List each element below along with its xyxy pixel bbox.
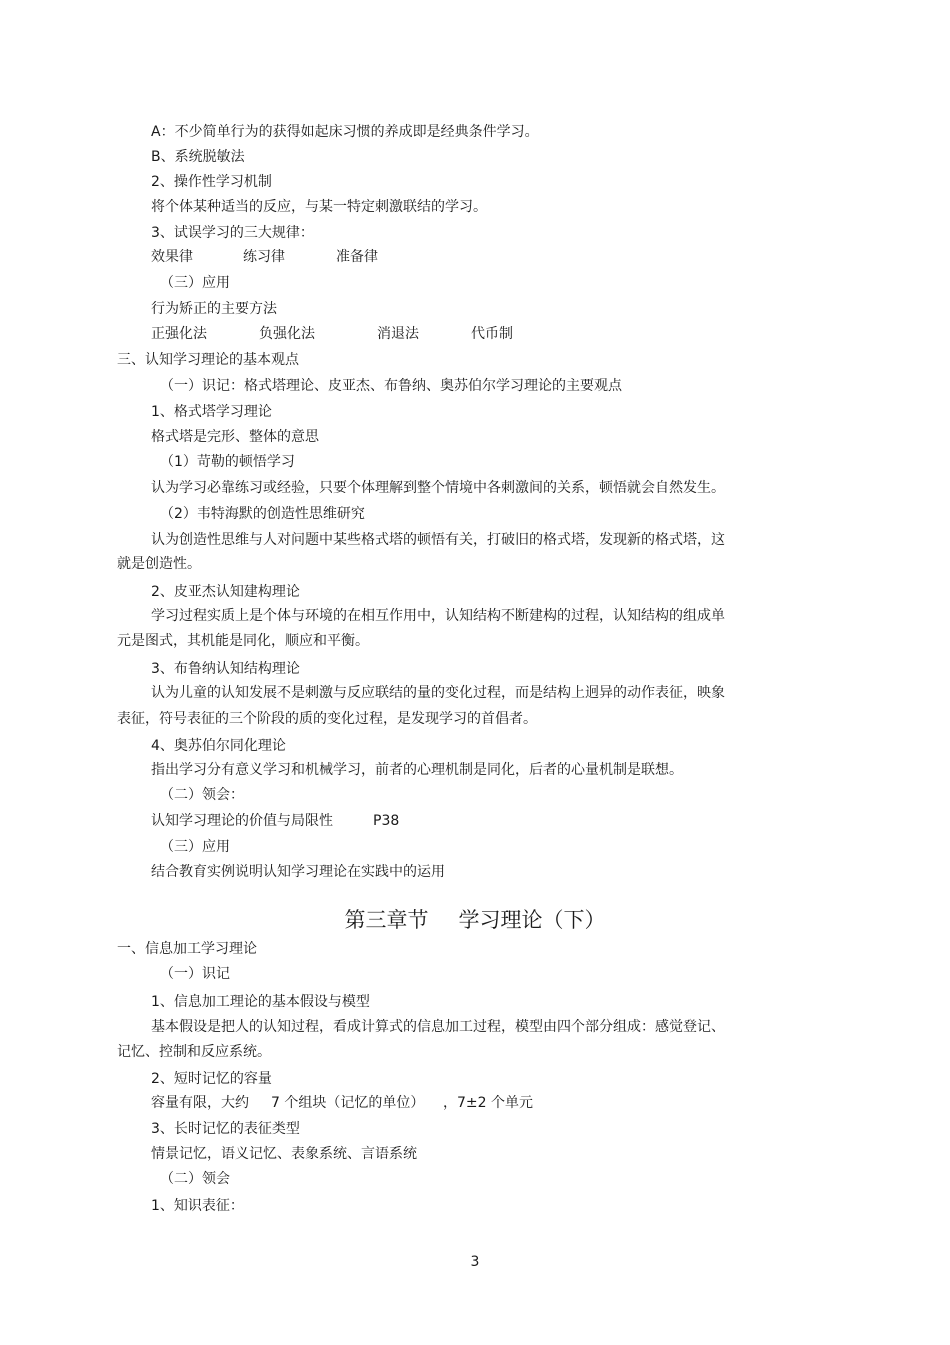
text-line: 行为矫正的主要方法 [151, 301, 277, 317]
text-line: 认为学习必靠练习或经验，只要个体理解到整个情境中各刺激间的关系，顿悟就会自然发生。 [151, 480, 725, 496]
text-line: 1、信息加工理论的基本假设与模型 [151, 994, 370, 1010]
method-item: 消退法 [377, 326, 419, 342]
text-segment: 容量有限，大约 [151, 1095, 249, 1111]
text-line: （一）识记 [160, 966, 230, 982]
method-item: 正强化法 [151, 326, 207, 342]
text-segment: 7 个组块（记忆的单位） [271, 1095, 425, 1111]
text-line: 1、知识表征： [151, 1198, 244, 1214]
text-line: 3、试误学习的三大规律： [151, 225, 314, 241]
text-line: 2、操作性学习机制 [151, 174, 272, 190]
text-line: 1、格式塔学习理论 [151, 404, 272, 420]
text-line: 认为儿童的认知发展不是刺激与反应联结的量的变化过程，而是结构上迥异的动作表征，映象 [151, 685, 725, 701]
text-line: 2、皮亚杰认知建构理论 [151, 584, 300, 600]
chapter-title [0, 906, 950, 934]
text-line: 情景记忆，语义记忆、表象系统、言语系统 [151, 1146, 417, 1162]
text-line: （三）应用 [160, 839, 230, 855]
text-line: 基本假设是把人的认知过程，看成计算式的信息加工过程，模型由四个部分组成：感觉登记、 [151, 1019, 725, 1035]
text-line: 认为创造性思维与人对问题中某些格式塔的顿悟有关，打破旧的格式塔，发现新的格式塔，这 [151, 532, 725, 548]
text-line: 2、短时记忆的容量 [151, 1071, 272, 1087]
text-line: 3、布鲁纳认知结构理论 [151, 661, 300, 677]
text-line: 将个体某种适当的反应，与某一特定刺激联结的学习。 [151, 199, 487, 215]
text-line: 结合教育实例说明认知学习理论在实践中的运用 [151, 864, 445, 880]
section-heading: 三、认知学习理论的基本观点 [117, 352, 299, 368]
text-line: （三）应用 [160, 275, 230, 291]
text-line [151, 812, 399, 830]
method-item: 负强化法 [259, 326, 315, 342]
text-line: 表征，符号表征的三个阶段的质的变化过程，是发现学习的首倡者。 [117, 711, 537, 727]
text-line: A：不少简单行为的获得如起床习惯的养成即是经典条件学习。 [151, 124, 539, 140]
text-line: （二）领会 [160, 1171, 230, 1187]
text-line: （2）韦特海默的创造性思维研究 [160, 506, 365, 522]
method-item: 代币制 [471, 326, 513, 342]
text-line: 学习过程实质上是个体与环境的在相互作用中，认知结构不断建构的过程，认知结构的组成单 [151, 608, 725, 624]
text-segment: 认知学习理论的价值与局限性 [151, 813, 333, 829]
text-line: 记忆、控制和反应系统。 [117, 1044, 271, 1060]
chapter-name: 学习理论（下） [458, 908, 606, 932]
law-item: 练习律 [243, 249, 285, 265]
chapter-number: 第三章节 [344, 908, 429, 932]
text-line: 就是创造性。 [117, 556, 201, 572]
method-list [151, 325, 513, 343]
text-line: 元是图式，其机能是同化，顺应和平衡。 [117, 633, 369, 649]
law-item: 效果律 [151, 249, 193, 265]
text-segment: ，7±2 个单元 [443, 1095, 533, 1111]
text-line [151, 1094, 533, 1112]
text-line: （二）领会： [160, 787, 244, 803]
law-item: 准备律 [336, 249, 378, 265]
text-line: 4、奥苏伯尔同化理论 [151, 738, 286, 754]
text-line: （1）苛勒的顿悟学习 [160, 454, 295, 470]
page-number: 3 [470, 1254, 480, 1270]
text-line: 3、长时记忆的表征类型 [151, 1121, 300, 1137]
text-line: B、系统脱敏法 [151, 149, 245, 165]
page-reference: P38 [373, 813, 400, 829]
section-heading: 一、信息加工学习理论 [117, 941, 257, 957]
text-line: 指出学习分有意义学习和机械学习，前者的心理机制是同化，后者的心量机制是联想。 [151, 762, 683, 778]
text-line: （一）识记：格式塔理论、皮亚杰、布鲁纳、奥苏伯尔学习理论的主要观点 [160, 378, 622, 394]
text-line: 格式塔是完形、整体的意思 [151, 429, 319, 445]
law-list [151, 248, 378, 266]
